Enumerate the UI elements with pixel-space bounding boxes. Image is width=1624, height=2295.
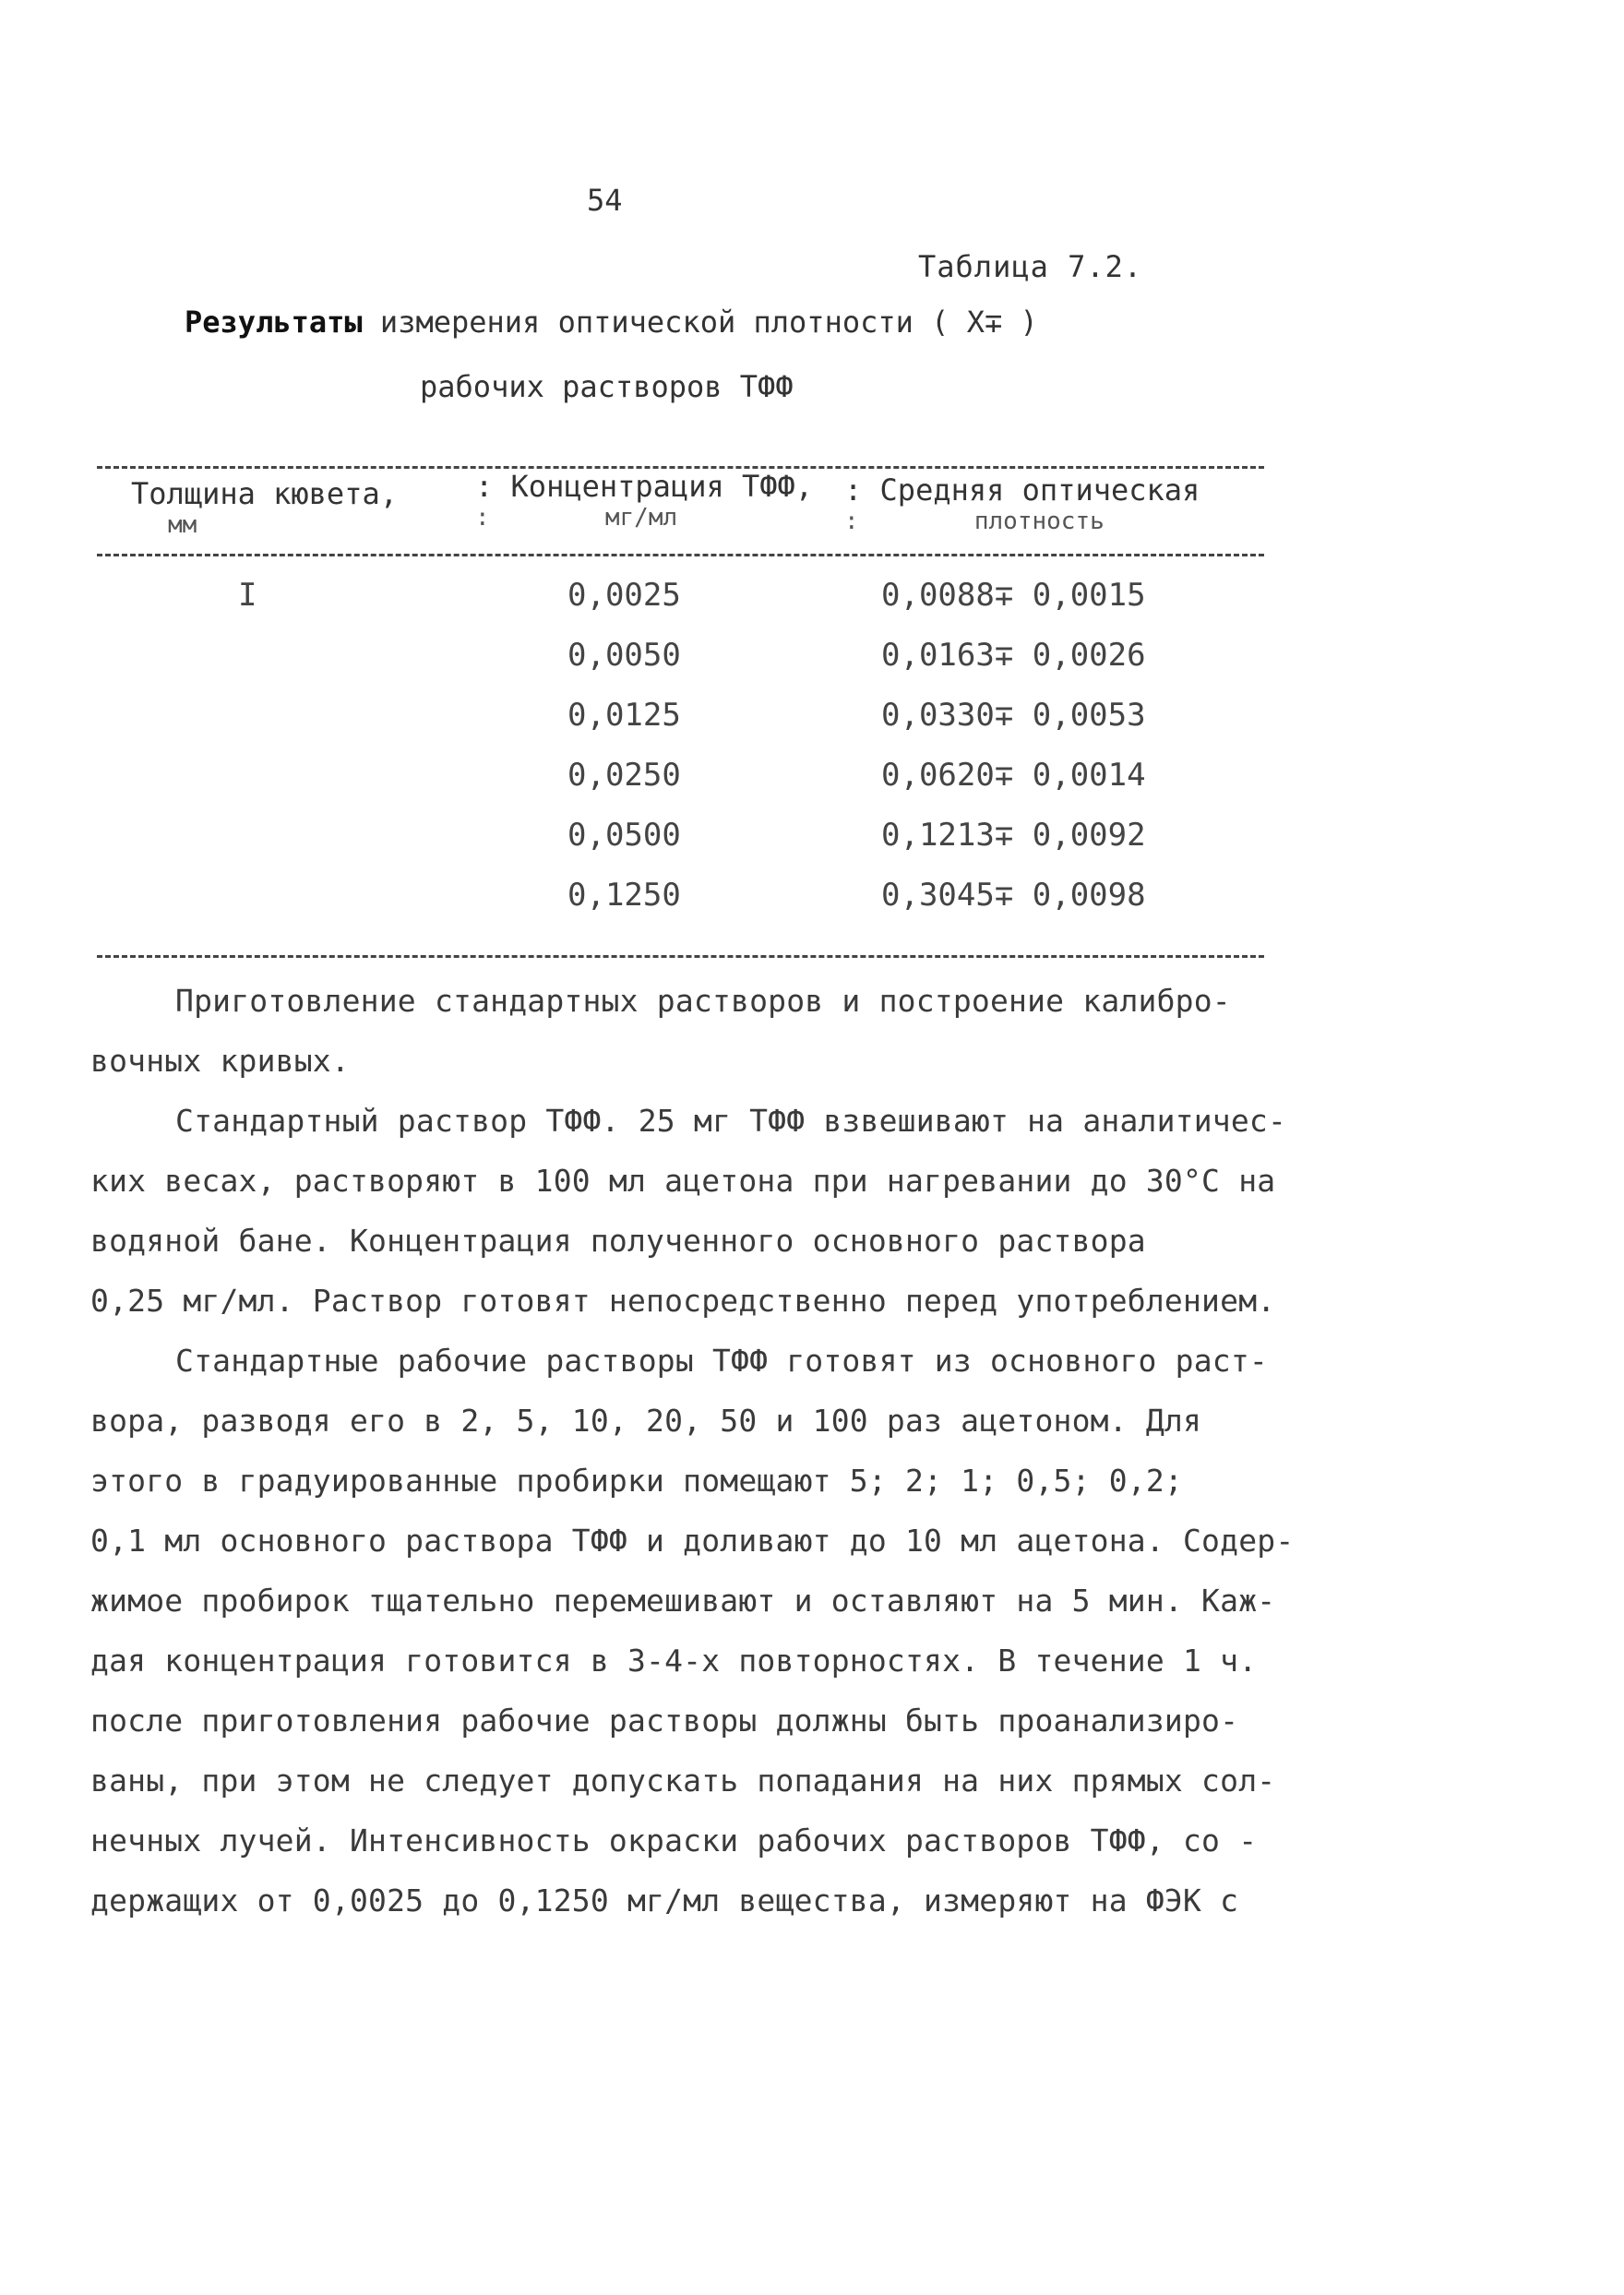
cell-concentration: 0,0050 <box>567 637 681 674</box>
cell-density: 0,3045∓ 0,0098 <box>881 877 1146 914</box>
text-line: водяной бане. Концентрация полученного основного раствора <box>90 1223 1146 1259</box>
cell-concentration: 0,0125 <box>567 697 681 734</box>
cell-concentration: 0,0500 <box>567 817 681 854</box>
text-line: после приготовления рабочие растворы должны быть проанализиро- <box>90 1703 1239 1739</box>
text-line: держащих от 0,0025 до 0,1250 мг/мл вещества, измеряют на ФЭК с <box>90 1883 1239 1918</box>
cell-density: 0,0163∓ 0,0026 <box>881 637 1146 674</box>
page-number: 54 <box>587 183 623 218</box>
cell-concentration: 0,0025 <box>567 577 681 614</box>
header-density <box>844 474 1200 537</box>
text-line: жимое пробирок тщательно перемешивают и оставляют на 5 мин. Каж- <box>90 1583 1276 1619</box>
table-title-bold: Результаты <box>185 305 363 340</box>
text-line: 0,1 мл основного раствора ТФФ и доливают до 10 мл ацетона. Содер- <box>90 1523 1295 1559</box>
header-thickness <box>131 478 398 541</box>
text-line: дая концентрация готовится в 3-4-х повторностях. В течение 1 ч. <box>90 1643 1258 1679</box>
header-concentration-unit: : мг/мл <box>475 504 678 532</box>
cell-concentration: 0,0250 <box>567 757 681 794</box>
cell-thickness: I <box>238 577 257 614</box>
table-title <box>185 305 1038 340</box>
cell-concentration: 0,1250 <box>567 877 681 914</box>
text-line: ваны, при этом не следует допускать попадания на них прямых сол- <box>90 1763 1276 1799</box>
table-title-rest: измерения оптической плотности ( X∓ ) <box>362 305 1038 340</box>
text-line: вочных кривых. <box>90 1043 350 1079</box>
header-concentration-line1: : Концентрация ТФФ, <box>475 469 814 504</box>
cell-density: 0,0330∓ 0,0053 <box>881 697 1146 734</box>
header-concentration <box>475 471 813 533</box>
text-line: Стандартные рабочие растворы ТФФ готовят из основного раст- <box>175 1343 1268 1379</box>
text-line: Стандартный раствор ТФФ. 25 мг ТФФ взвешивают на аналитичес- <box>175 1103 1287 1139</box>
header-density-unit: : плотность <box>844 508 1105 535</box>
table-label: Таблица 7.2. <box>918 249 1143 284</box>
text-line: этого в градуированные пробирки помещают 5; 2; 1; 0,5; 0,2; <box>90 1463 1183 1499</box>
cell-density: 0,0088∓ 0,0015 <box>881 577 1146 614</box>
text-line: 0,25 мг/мл. Раствор готовят непосредственно перед употреблением. <box>90 1283 1276 1319</box>
text-line: нечных лучей. Интенсивность окраски рабочих растворов ТФФ, со - <box>90 1823 1258 1859</box>
header-thickness-line1: Толщина кювета, <box>131 476 398 511</box>
table-subtitle: рабочих растворов ТФФ <box>420 369 794 404</box>
header-density-line1: : Средняя оптическая <box>844 472 1200 508</box>
table-header-rule <box>97 554 1264 556</box>
cell-density: 0,0620∓ 0,0014 <box>881 757 1146 794</box>
text-line: вора, разводя его в 2, 5, 10, 20, 50 и 100 раз ацетоном. Для <box>90 1403 1202 1439</box>
table-bottom-rule <box>97 955 1264 958</box>
cell-density: 0,1213∓ 0,0092 <box>881 817 1146 854</box>
text-line: Приготовление стандартных растворов и построение калибро- <box>175 983 1231 1019</box>
text-line: ких весах, растворяют в 100 мл ацетона при нагревании до 30°С на <box>90 1163 1276 1199</box>
header-thickness-unit: мм <box>168 511 197 539</box>
